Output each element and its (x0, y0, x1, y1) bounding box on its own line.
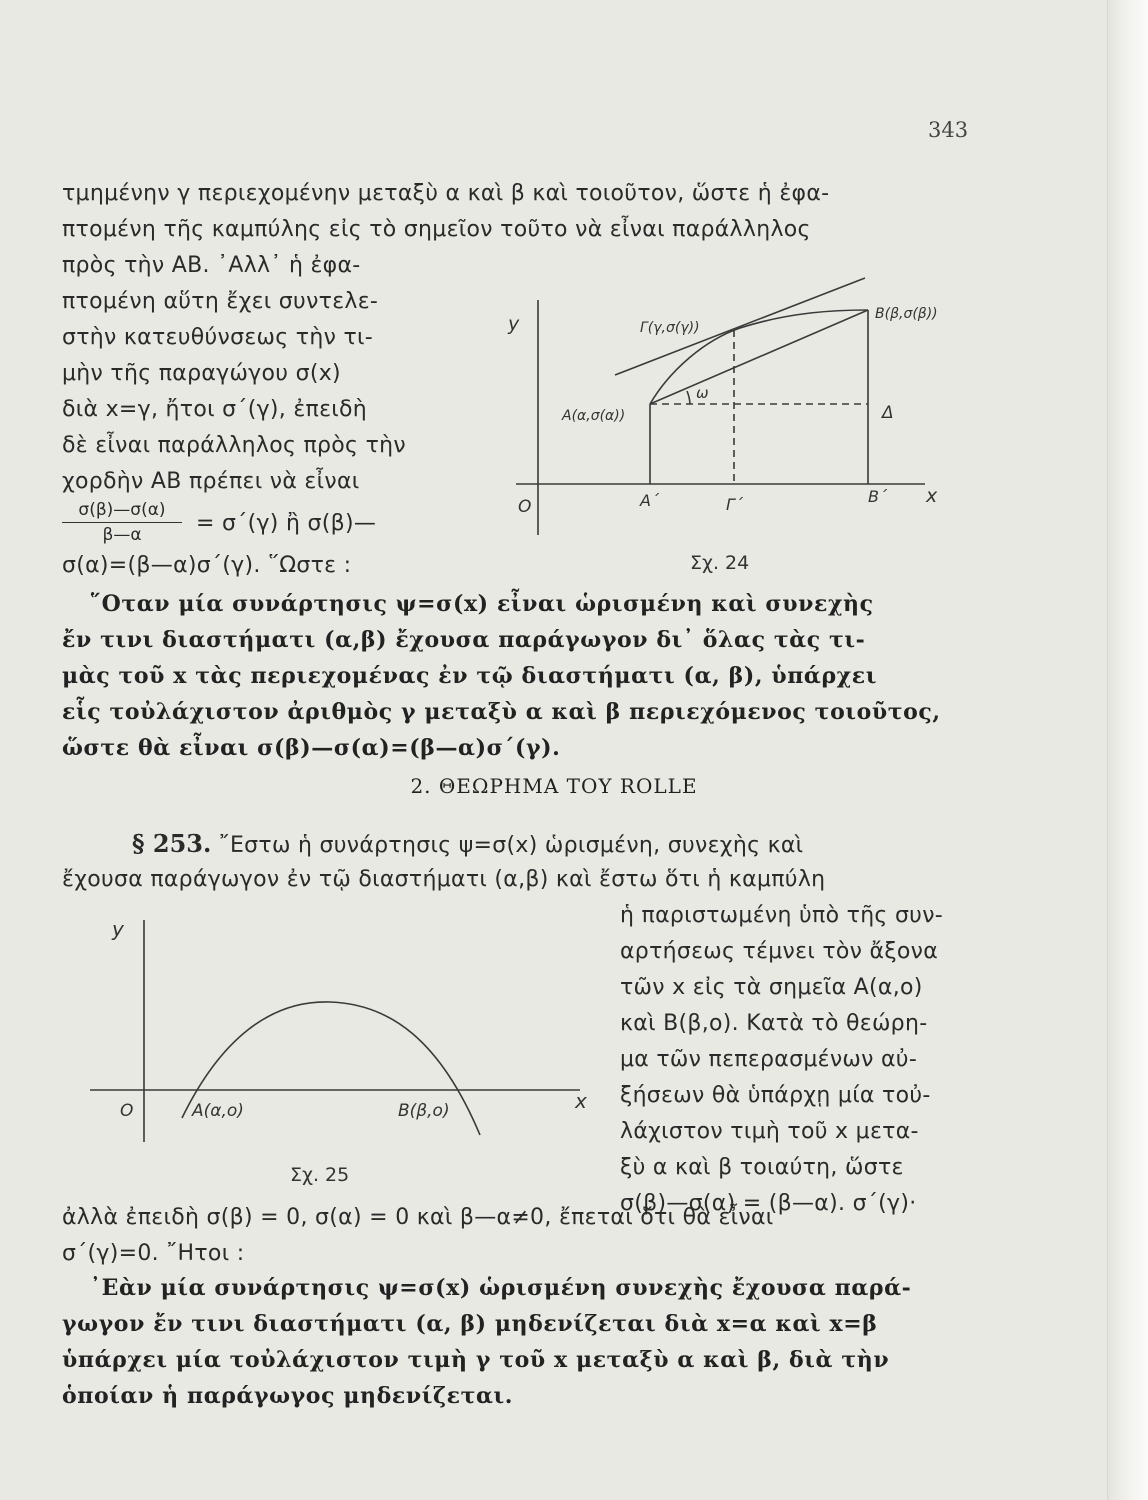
fig24-omega: ω (696, 384, 709, 402)
fig24-y-label: y (508, 313, 520, 335)
fig24-caption: Σχ. 24 (690, 552, 750, 574)
text-line: ξὺ α καὶ β τοιαύτη, ὥστε (620, 1155, 904, 1180)
fig24-a-prime: A΄ (640, 491, 659, 510)
angle-arc (687, 391, 690, 404)
text-line: διὰ x=γ, ἤτοι σ΄(γ), ἐπειδὴ (62, 397, 368, 422)
text-line: χορδὴν AB πρέπει νὰ εἶναι (62, 469, 360, 494)
fig25-caption: Σχ. 25 (290, 1164, 350, 1186)
fraction-numerator: σ(β)—σ(α) (62, 500, 182, 523)
paragraph-253-line (132, 830, 803, 860)
fraction-denominator: β—α (102, 525, 142, 545)
fig24-origin: O (518, 497, 532, 517)
fig24-b-prime: B΄ (868, 487, 887, 506)
text-line: ἔχουσα παράγωγον ἐν τῷ διαστήματι (α,β) καὶ ἔστω ὅτι ἡ καμπύλη (62, 867, 826, 892)
text-line: ξήσεων θὰ ὑπάρχῃ μία τοὐ- (620, 1083, 931, 1108)
text-line: μα τῶν πεπερασμένων αὐ- (620, 1047, 918, 1072)
text-line: στὴν κατευθύνσεως τὴν τι- (62, 325, 373, 350)
text-line: πρὸς τὴν AB. ᾿Αλλ᾿ ἡ ἐφα- (62, 253, 361, 278)
theorem-line: ὥστε θὰ εἶναι σ(β)—σ(α)=(β—α)σ΄(γ). (62, 735, 561, 761)
page-edge (1107, 0, 1148, 1500)
text-line: σ(α)=(β—α)σ΄(γ). ῞Ωστε : (62, 553, 352, 578)
fig25-y-label: y (112, 917, 124, 941)
text-line: πτομένη αὕτη ἔχει συντελε- (62, 289, 379, 314)
text-line: πτομένη τῆς καμπύλης εἰς τὸ σημεῖον τοῦτο νὰ εἶναι παράλληλος (62, 217, 811, 242)
paragraph-label: § 253. (132, 829, 212, 858)
fig25-x-label: x (575, 1089, 587, 1113)
theorem-line: ῞Οταν μία συνάρτησις ψ=σ(x) εἶναι ὡρισμένη καὶ συνεχὴς (90, 591, 874, 617)
fig24-g-prime: Γ΄ (726, 495, 743, 514)
fig24-point-a: A(α,σ(α)) (562, 408, 626, 424)
text-line: λάχιστον τιμὴ τοῦ x μετα- (620, 1119, 919, 1144)
figure-25 (80, 910, 600, 1150)
theorem-line: εἷς τοὐλάχιστον ἀριθμὸς γ μεταξὺ α καὶ β περιεχόμενος τοιοῦτος, (62, 699, 941, 725)
theorem-line: ἔν τινι διαστήματι (α,β) ἔχουσα παράγωγον δι᾿ ὅλας τὰς τι- (62, 627, 866, 653)
text-line: ἀλλὰ ἐπειδὴ σ(β) = 0, σ(α) = 0 καὶ β—α≠0, ἔπεται ὅτι θὰ εἶναι (62, 1205, 774, 1230)
fig24-point-b: B(β,σ(β)) (875, 306, 938, 322)
text-line: τμημένην γ περιεχομένην μεταξὺ α καὶ β καὶ τοιοῦτον, ὥστε ἡ ἐφα- (62, 181, 830, 206)
paragraph-text: ῎Εστω ἡ συνάρτησις ψ=σ(x) ὡρισμένη, συνεχὴς καὶ (218, 833, 804, 858)
text-line: σ΄(γ)=0. ῎Ητοι : (62, 1241, 245, 1266)
text-line: σ(β)—σ(α) = (β—α). σ΄(γ)· (620, 1191, 917, 1216)
fig25-point-a: A(α,ο) (192, 1101, 244, 1121)
theorem-line: μὰς τοῦ x τὰς περιεχομένας ἐν τῷ διαστήματι (α, β), ὑπάρχει (62, 663, 877, 689)
text-line: τῶν x εἰς τὰ σημεῖα A(α,ο) (620, 975, 923, 1000)
theorem-line: ᾿Εὰν μία συνάρτησις ψ=σ(x) ὡρισμένη συνεχὴς ἔχουσα παρά- (90, 1275, 912, 1301)
fig24-delta: Δ (882, 403, 894, 423)
fig25-origin: O (120, 1101, 134, 1121)
text-line: αρτήσεως τέμνει τὸν ἄξονα (620, 939, 939, 964)
theorem-line: ὁποίαν ἡ παράγωγος μηδενίζεται. (62, 1383, 514, 1409)
theorem-line: γωγον ἔν τινι διαστήματι (α, β) μηδενίζεται διὰ x=α καὶ x=β (62, 1311, 878, 1337)
page-number: 343 (928, 118, 969, 142)
figure-24 (490, 270, 970, 550)
text-line: ἡ παριστωμένη ὑπὸ τῆς συν- (620, 903, 944, 928)
theorem-line: ὑπάρχει μία τοὐλάχιστον τιμὴ γ τοῦ x μεταξὺ α καὶ β, διὰ τὴν (62, 1347, 890, 1373)
fig24-point-g: Γ(γ,σ(γ)) (640, 320, 700, 336)
text-line: = σ΄(γ) ἢ σ(β)— (196, 511, 377, 536)
text-line: καὶ B(β,ο). Κατὰ τὸ θεώρη- (620, 1011, 928, 1036)
section-heading: 2. ΘΕΩΡΗΜΑ ΤΟΥ ROLLE (410, 774, 698, 798)
fraction (62, 500, 182, 545)
fig25-point-b: B(β,ο) (398, 1101, 450, 1121)
text-line: δὲ εἶναι παράλληλος πρὸς τὴν (62, 433, 406, 458)
text-line: μὴν τῆς παραγώγου σ(x) (62, 361, 341, 386)
fig24-x-label: x (926, 485, 938, 507)
